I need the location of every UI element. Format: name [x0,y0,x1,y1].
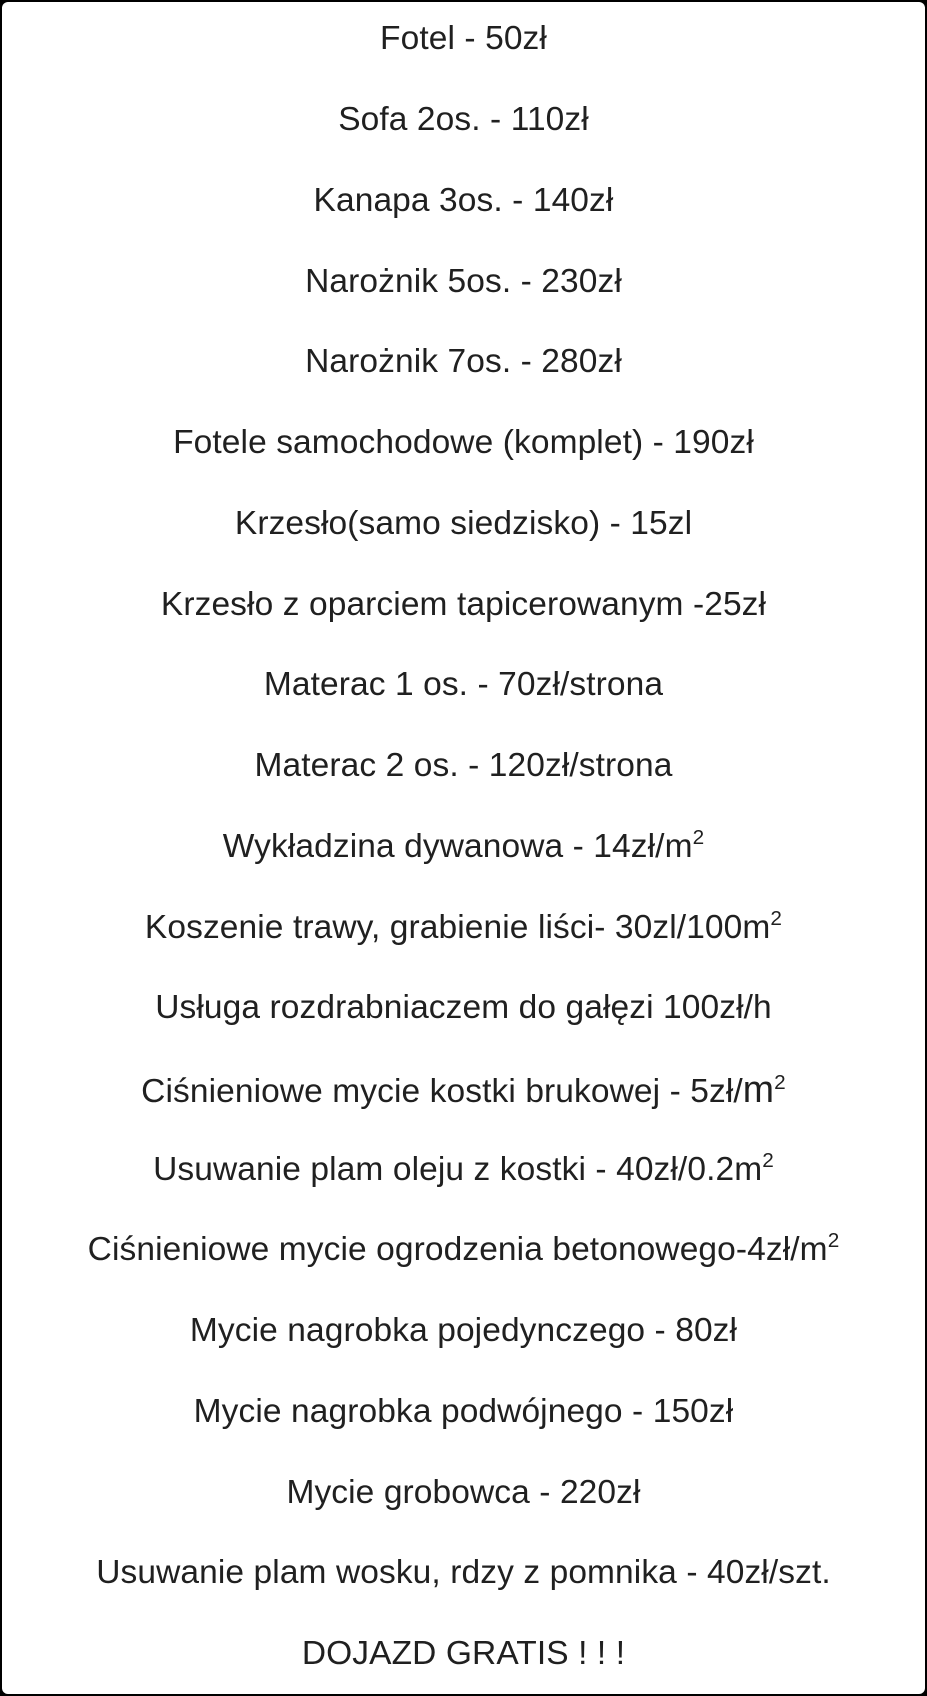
price-item-materac-1os: Materac 1 os. - 70zł/strona [263,666,664,703]
price-item-krzeslo-z-oparciem: Krzesło z oparciem tapicerowanym -25zł [160,586,767,623]
price-item-naroznik-5os: Narożnik 5os. - 230zł [305,263,622,300]
promo-dojazd-gratis: DOJAZD GRATIS ! ! ! [301,1635,626,1672]
price-item-kanapa-3os: Kanapa 3os. - 140zł [313,182,614,219]
price-item-grobowiec: Mycie grobowca - 220zł [286,1474,641,1511]
price-item-fotel: Fotel - 50zł [380,20,547,57]
price-item-wykladzina: Wykładzina dywanowa - $14zł/m^2$ [222,826,705,865]
price-item-plamy-wosku: Usuwanie plam wosku, rdzy z pomnika - 40zł/szt. [96,1554,831,1591]
price-item-nagrobek-podwojny: Mycie nagrobka podwójnego - 150zł [193,1393,734,1430]
price-item-naroznik-7os: Narożnik 7os. - 280zł [305,343,622,380]
price-item-mycie-ogrodzenia: Ciśnieniowe mycie ogrodzenia betonowego-$4zł/m^2$ [87,1229,840,1268]
price-item-rozdrabniacz: Usługa rozdrabniaczem do gałęzi 100zł/h [155,989,772,1026]
price-item-koszenie-trawy: Koszenie trawy, grabienie liści- $30zl/100m^2$ [144,907,783,946]
price-item-materac-2os: Materac 2 os. - 120zł/strona [254,747,673,784]
price-item-nagrobek-pojedynczy: Mycie nagrobka pojedynczego - 80zł [189,1312,738,1349]
price-item-krzeslo-siedzisko: Krzesło(samo siedzisko) - 15zl [234,505,693,542]
price-list-card [2,2,925,1694]
price-item-plamy-oleju: Usuwanie plam oleju z kostki - $40zł/0.2m^2$ [153,1149,774,1188]
price-item-fotele-samochodowe: Fotele samochodowe (komplet) - 190zł [173,424,754,461]
price-item-sofa-2os: Sofa 2os. - 110zł [338,101,589,138]
price-item-mycie-kostki: Ciśnieniowe mycie kostki brukowej - $5zł/m^2$ [141,1068,786,1110]
